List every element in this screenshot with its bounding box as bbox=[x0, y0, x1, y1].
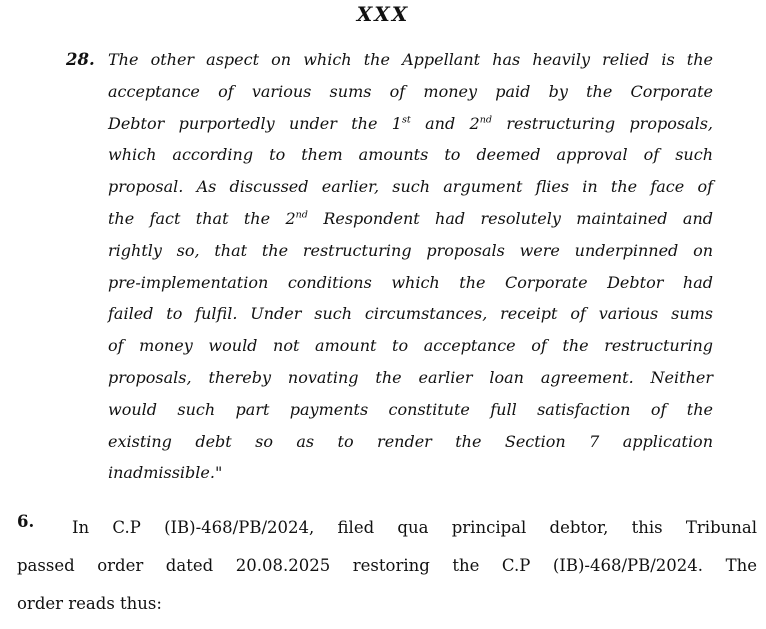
quote-line: proposals, thereby novating the earlier loan agreement. Neither bbox=[108, 367, 713, 387]
section-6-paragraph bbox=[17, 509, 757, 623]
quote-line: acceptance of various sums of money paid by the Corporate bbox=[108, 81, 713, 101]
quote-line: which according to them amounts to deemed approval of such bbox=[108, 145, 713, 165]
quote-line: rightly so, that the restructuring proposals were underpinned on bbox=[108, 240, 713, 260]
quote-line: existing debt so as to render the Section 7 application bbox=[108, 431, 713, 451]
section-number: 6. bbox=[17, 512, 35, 531]
quote-line: would such part payments constitute full satisfaction of the bbox=[108, 399, 713, 419]
quote-line: the fact that the 2nd Respondent had resolutely maintained and bbox=[108, 208, 713, 228]
section-separator: XXX bbox=[356, 2, 410, 26]
body-line: In C.P (IB)-468/PB/2024, filed qua principal debtor, this Tribunal bbox=[72, 518, 757, 537]
body-line: order reads thus: bbox=[17, 594, 162, 613]
quote-line: of money would not amount to acceptance of the restructuring bbox=[108, 336, 713, 356]
body-line: passed order dated 20.08.2025 restoring the C.P (IB)-468/PB/2024. The bbox=[17, 556, 757, 575]
quote-line: failed to fulfil. Under such circumstances, receipt of various sums bbox=[108, 304, 713, 324]
quote-line: pre-implementation conditions which the Corporate Debtor had bbox=[108, 272, 713, 292]
quote-line: The other aspect on which the Appellant has heavily relied is the bbox=[108, 50, 713, 69]
paragraph-number: 28. bbox=[66, 50, 95, 69]
quoted-paragraph bbox=[108, 44, 713, 489]
quote-line: Debtor purportedly under the 1st and 2nd restructuring proposals, bbox=[108, 113, 714, 133]
quote-line: proposal. As discussed earlier, such argument flies in the face of bbox=[108, 177, 713, 197]
quote-line: inadmissible." bbox=[108, 463, 223, 483]
